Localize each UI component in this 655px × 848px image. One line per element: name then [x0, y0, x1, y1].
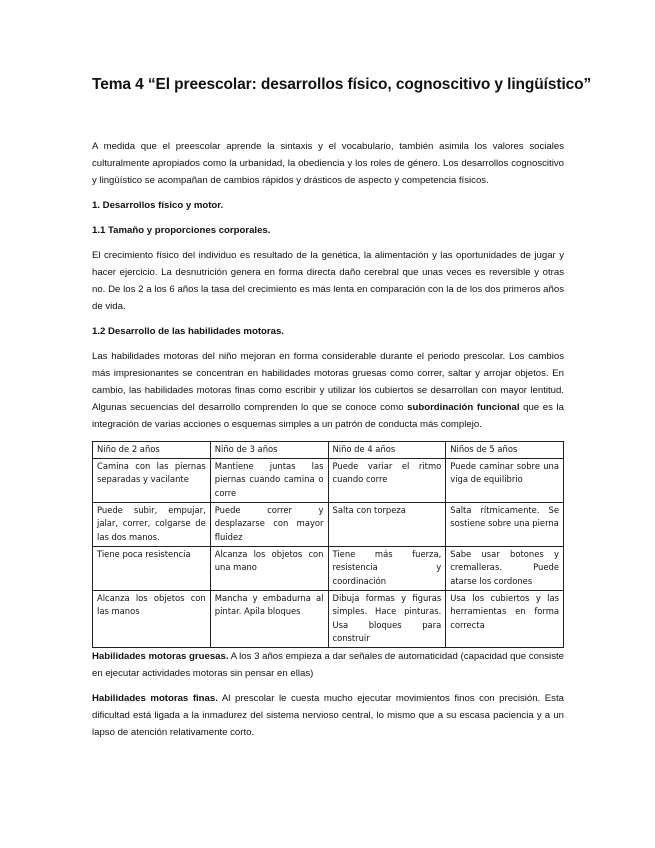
table-cell: Puede caminar sobre una viga de equilibrio	[446, 458, 564, 502]
table-cell: Puede variar el ritmo cuando corre	[328, 458, 446, 502]
table-cell: Salta rítmicamente. Se sostiene sobre una pierna	[446, 502, 564, 546]
table-cell: Mancha y embadurna al pintar. Apila bloques	[210, 590, 328, 647]
fine-motor-paragraph	[92, 690, 564, 741]
section-1-2-text-b: que es la integración de varias acciones o esquemas simples a un patrón de conducta más complejo.	[92, 402, 564, 430]
table-row	[93, 590, 564, 647]
section-1-2-paragraph	[92, 348, 564, 433]
table-cell: Tiene poca resistencia	[93, 546, 211, 590]
table-row	[93, 458, 564, 502]
table-cell: Puede subir, empujar, jalar, correr, colgarse de las dos manos.	[93, 502, 211, 546]
table-cell: Camina con las piernas separadas y vacilante	[93, 458, 211, 502]
section-1-heading: 1. Desarrollos físico y motor.	[92, 200, 224, 211]
fine-motor-lead: Habilidades motoras finas.	[92, 692, 218, 704]
header-cell-5-years: Niños de 5 años	[446, 442, 564, 459]
table-cell: Alcanza los objetos con las manos	[93, 590, 211, 647]
section-1-2-text-a: Las habilidades motoras del niño mejoran en forma considerable durante el periodo prescolar. Los cambios más impresionantes se concentran en habilidades motoras gruesas como correr, saltar y arrojar objetos. En cambio, las habilidades motoras finas como escribir y utilizar los cubiertos se desarrollan con mayor lentitud. Algunas secuencias del desarrollo comprenden lo que se conoce como	[92, 351, 564, 413]
table-row	[93, 546, 564, 590]
table-header-row	[93, 442, 564, 459]
motor-skills-table	[92, 441, 564, 648]
table-cell: Usa los cubiertos y las herramientas en forma correcta	[446, 590, 564, 647]
gross-motor-paragraph	[92, 648, 564, 682]
section-1-2-heading: 1.2 Desarrollo de las habilidades motoras.	[92, 326, 284, 337]
subordinacion-funcional-term: subordinación funcional	[407, 402, 520, 413]
table-cell: Mantiene juntas las piernas cuando camina o corre	[210, 458, 328, 502]
section-1-1-heading: 1.1 Tamaño y proporciones corporales.	[92, 225, 271, 236]
table-cell: Salta con torpeza	[328, 502, 446, 546]
section-1-1-paragraph: El crecimiento físico del individuo es resultado de la genética, la alimentación y las oportunidades de jugar y hacer ejercicio. La desnutrición genera en forma directa daño cerebral que unas veces es reversible y otras no. De los 2 a los 6 años la tasa del crecimiento es más lenta en comparación con la de los dos primeros años de vida.	[92, 250, 564, 312]
document-title: Tema 4 “El preescolar: desarrollos físico, cognoscitivo y lingüístico”	[92, 76, 592, 93]
table-row	[93, 502, 564, 546]
table-cell: Tiene más fuerza, resistencia y coordinación	[328, 546, 446, 590]
header-cell-4-years: Niño de 4 años	[328, 442, 446, 459]
gross-motor-text: A los 3 años empieza a dar señales de automaticidad (capacidad que consiste en ejecutar actividades motoras sin pensar en ellas)	[92, 650, 564, 679]
fine-motor-text: Al prescolar le cuesta mucho ejecutar movimientos finos con precisión. Esta dificultad está ligada a la inmadurez del sistema nervioso central, lo mismo que a su escasa paciencia y a un lapso de atención relativamente corto.	[92, 692, 564, 738]
table-cell: Sabe usar botones y cremalleras. Puede atarse los cordones	[446, 546, 564, 590]
table-cell: Alcanza los objetos con una mano	[210, 546, 328, 590]
intro-paragraph: A medida que el preescolar aprende la sintaxis y el vocabulario, también asimila los valores sociales culturalmente apropiados como la urbanidad, la obediencia y los roles de género. Los desarrollos cognoscitivo y lingüístico se acompañan de cambios rápidos y drásticos de aspecto y competencia físicos.	[92, 141, 564, 186]
document-body	[92, 138, 564, 749]
header-cell-2-years: Niño de 2 años	[93, 442, 211, 459]
table-cell: Puede correr y desplazarse con mayor fluidez	[210, 502, 328, 546]
header-cell-3-years: Niño de 3 años	[210, 442, 328, 459]
table-cell: Dibuja formas y figuras simples. Hace pinturas. Usa bloques para construir	[328, 590, 446, 647]
gross-motor-lead: Habilidades motoras gruesas.	[92, 650, 229, 662]
